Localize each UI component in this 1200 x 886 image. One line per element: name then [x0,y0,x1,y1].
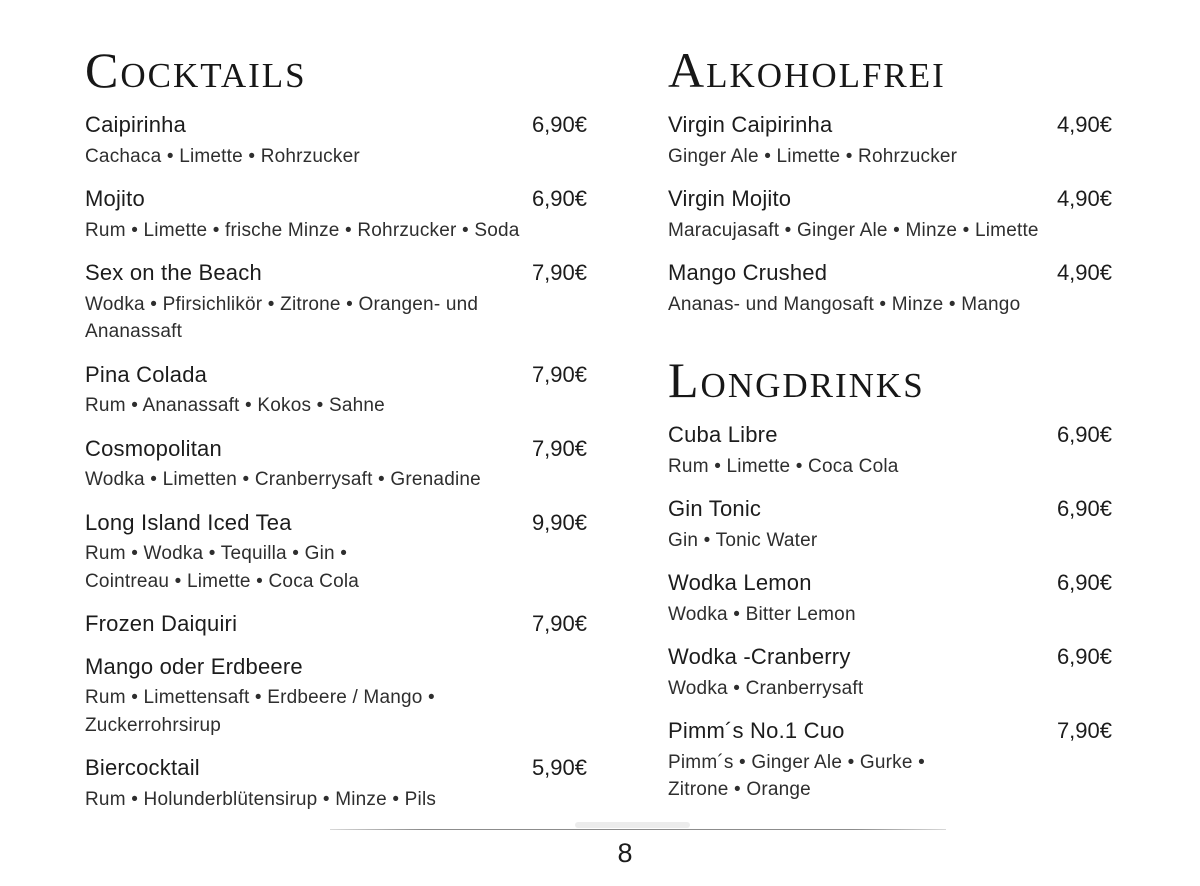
item-ingredients: Wodka • Cranberrysaft [668,677,864,699]
menu-item-pina-colada [85,361,587,420]
item-name: Long Island Iced Tea [85,509,292,535]
menu-item-mango-crushed [668,259,1112,318]
menu-item-virgin-mojito [668,185,1112,244]
item-name: Mango oder Erdbeere [85,653,303,679]
item-ingredients: Wodka • Limetten • Cranberrysaft • Grenadine [85,469,481,491]
item-name: Sex on the Beach [85,260,262,286]
item-price: 4,90€ [1056,186,1112,212]
item-price: 6,90€ [1056,570,1112,596]
item-ingredients: Rum • Limette • frische Minze • Rohrzucker • Soda [85,219,520,241]
item-name: Pina Colada [85,361,208,387]
item-price: 6,90€ [531,112,587,137]
item-price: 7,90€ [531,260,587,286]
item-ingredients: Rum • Limettensaft • Erdbeere / Mango • [85,687,435,709]
item-ingredients: Cachaca • Limette • Rohrzucker [85,145,360,167]
menu-item-gin-tonic [668,495,1112,554]
item-ingredients: Wodka • Pfirsichlikör • Zitrone • Orangen- und [85,293,479,315]
item-price: 6,90€ [1056,422,1112,448]
item-ingredients: Ananassaft [85,321,183,343]
item-name: Pimm´s No.1 Cuo [668,718,845,744]
footer-divider [330,829,946,830]
item-ingredients: Rum • Holunderblütensirup • Minze • Pils [85,788,437,810]
item-name: Frozen Daiquiri [85,611,238,637]
item-price: 4,90€ [1056,112,1112,137]
item-ingredients: Zitrone • Orange [668,779,811,801]
item-name: Gin Tonic [668,496,762,522]
item-ingredients: Rum • Wodka • Tequilla • Gin • [85,543,348,565]
menu-item-wodka-lemon [668,569,1112,628]
section-title-cocktails: Cocktails [85,42,307,98]
menu-item-mango-oder-erdbeere [85,653,587,740]
menu-item-sex-on-the-beach [85,259,587,346]
item-ingredients: Cointreau • Limette • Coca Cola [85,570,360,592]
item-name: Caipirinha [85,112,187,137]
item-ingredients: Wodka • Bitter Lemon [668,603,856,625]
menu-item-wodka-cranberry [668,643,1112,702]
section-title-alkoholfrei: Alkoholfrei [668,42,946,98]
item-name: Cosmopolitan [85,435,222,461]
menu-item-cosmopolitan [85,435,587,494]
item-name: Wodka Lemon [668,570,812,596]
menu-item-biercocktail [85,754,587,813]
item-name: Virgin Mojito [668,186,792,212]
item-name: Cuba Libre [668,422,778,448]
item-price: 6,90€ [531,186,587,212]
item-name: Virgin Caipirinha [668,112,833,137]
item-price: 7,90€ [1056,718,1112,744]
item-ingredients: Maracujasaft • Ginger Ale • Minze • Limette [668,219,1039,241]
item-ingredients: Rum • Ananassaft • Kokos • Sahne [85,395,385,417]
item-price: 5,90€ [531,755,587,781]
item-price: 6,90€ [1056,644,1112,670]
column-cocktails [85,44,587,829]
menu-item-frozen-daiquiri [85,610,587,638]
menu-item-long-island-iced-tea [85,509,587,596]
item-price: 6,90€ [1056,496,1112,522]
item-name: Biercocktail [85,755,200,781]
item-name: Wodka -Cranberry [668,644,851,670]
item-ingredients: Ginger Ale • Limette • Rohrzucker [668,145,958,167]
item-price: 7,90€ [531,435,587,461]
menu-item-mojito [85,185,587,244]
item-price: 9,90€ [531,509,587,535]
item-price: 7,90€ [531,611,587,637]
item-ingredients: Zuckerrohrsirup [85,714,222,736]
item-ingredients: Rum • Limette • Coca Cola [668,455,899,477]
item-name: Mojito [85,186,145,212]
menu-item-cuba-libre [668,421,1112,480]
item-ingredients: Pimm´s • Ginger Ale • Gurke • [668,751,925,773]
item-ingredients: Gin • Tonic Water [668,529,818,551]
item-price: 4,90€ [1056,260,1112,286]
menu-item-caipirinha [85,111,587,170]
item-ingredients: Ananas- und Mangosaft • Minze • Mango [668,293,1021,315]
page-number: 8 [617,838,633,868]
item-price: 7,90€ [531,361,587,387]
column-alkoholfrei-longdrinks [668,44,1112,819]
section-title-longdrinks: Longdrinks [668,352,925,409]
menu-item-pimms-no1-cuo [668,717,1112,804]
footer-shadow [575,822,690,828]
menu-item-virgin-caipirinha [668,111,1112,170]
item-name: Mango Crushed [668,260,828,286]
